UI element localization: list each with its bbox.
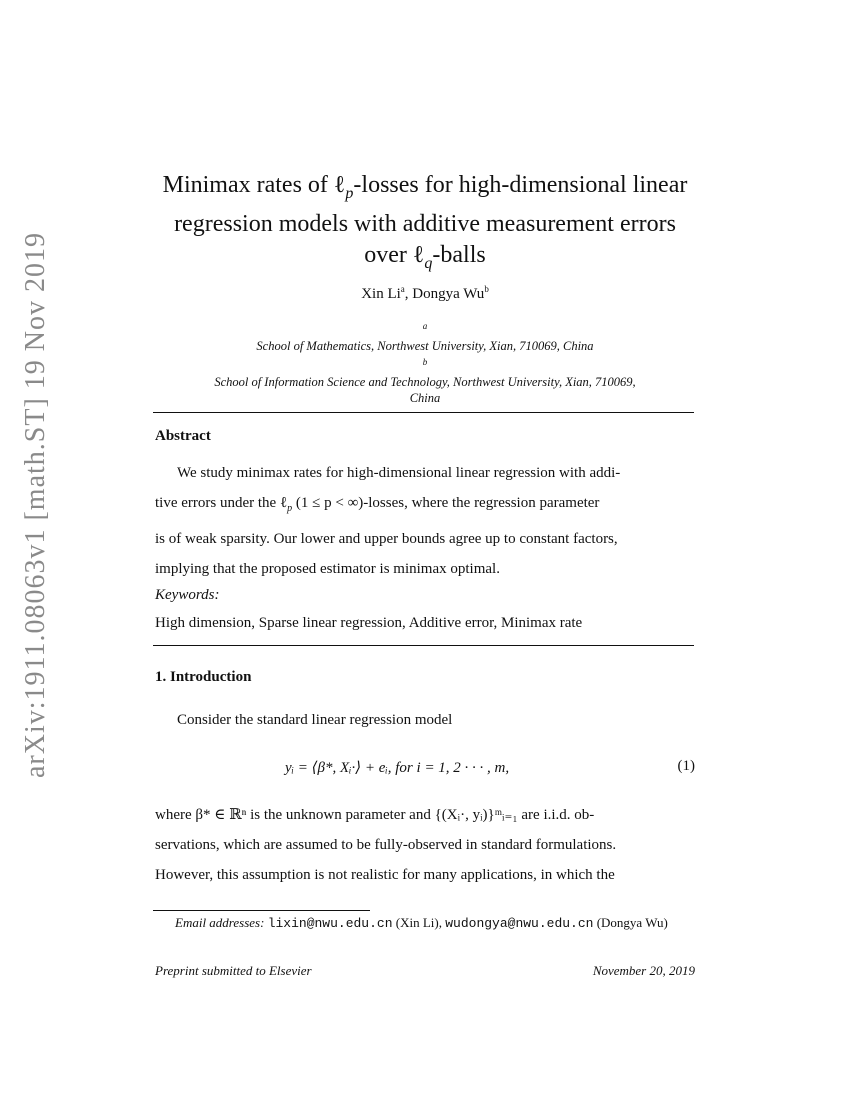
title-line-3-start: over ℓ (364, 241, 425, 268)
footnote-emails (175, 915, 668, 931)
abstract-line-2 (155, 488, 695, 524)
title-line-1 (150, 170, 700, 209)
abstract-top-rule (153, 412, 694, 413)
abstract-line-4: implying that the proposed estimator is minimax optimal. (155, 561, 500, 577)
intro-line-3: However, this assumption is not realistic for many applications, in which the (155, 867, 615, 883)
section-heading-text: 1. Introduction (155, 669, 252, 685)
affiliation-a-text: School of Mathematics, Northwest University, Xian, 710069, China (256, 339, 594, 354)
intro-line-1: where β* ∈ ℝⁿ is the unknown parameter and {(Xᵢ·, yᵢ)}ᵐᵢ₌₁ are i.i.d. ob- (155, 807, 595, 823)
abstract-line-2-start: tive errors under the ℓ (155, 495, 288, 511)
footnote-label: Email addresses: (175, 915, 265, 930)
footnote-rule (153, 910, 370, 911)
title-line-3-end: -balls (432, 241, 486, 268)
affiliation-b-text: School of Information Science and Technology, Northwest University, Xian, 710069, (214, 375, 636, 390)
equation-body: yᵢ = ⟨β*, Xᵢ·⟩ + eᵢ, for i = 1, 2 · · · , m, (285, 760, 510, 776)
email-2-owner: (Dongya Wu) (596, 915, 668, 930)
section-heading (155, 662, 695, 692)
keywords-label: Keywords: (155, 587, 220, 603)
title-line-1-start: Minimax rates of ℓ (162, 172, 346, 198)
page-footer (155, 963, 695, 979)
author-1-mark: a (400, 284, 405, 294)
affiliation-a-mark: a (422, 321, 428, 331)
abstract-heading-text: Abstract (155, 428, 211, 444)
author-list (150, 284, 700, 303)
author-2-mark: b (484, 284, 489, 294)
intro-paragraph (155, 800, 695, 890)
email-1-owner: (Xin Li), (395, 915, 442, 930)
footer-preprint-note: Preprint submitted to Elsevier (155, 963, 312, 978)
author-1: Xin Li (361, 286, 401, 302)
abstract-heading (155, 421, 695, 451)
abstract-body (155, 458, 695, 584)
keywords-list: High dimension, Sparse linear regression, Additive error, Minimax rate (155, 615, 583, 631)
author-2: Dongya Wu (412, 286, 485, 302)
email-2-link[interactable]: wudongya@nwu.edu.cn (445, 916, 594, 931)
title-line-3 (150, 240, 700, 279)
equation-number: (1) (677, 758, 695, 774)
paper-title (150, 170, 700, 279)
title-line-2: regression models with additive measurement errors (174, 210, 676, 237)
affiliation-b-mark: b (422, 357, 428, 368)
abstract-line-2-end: (1 ≤ p < ∞)-losses, where the regression parameter (292, 495, 600, 511)
author-separator: , (404, 286, 413, 302)
affiliation-a (150, 318, 700, 354)
intro-line-2: servations, which are assumed to be fully-observed in standard formulations. (155, 837, 617, 853)
abstract-bottom-rule (153, 645, 694, 646)
affiliation-b-cont: China (409, 391, 441, 406)
intro-sentence: Consider the standard linear regression model (177, 712, 453, 728)
title-p-subscript: p (345, 184, 354, 202)
abstract-line-3: is of weak sparsity. Our lower and upper bounds agree up to constant factors, (155, 531, 618, 547)
footer-date: November 20, 2019 (592, 963, 695, 978)
affiliation-b (150, 354, 700, 390)
abstract-p-subscript: p (287, 503, 293, 514)
abstract-line-1: We study minimax rates for high-dimensional linear regression with addi- (177, 465, 621, 481)
email-1-link[interactable]: lixin@nwu.edu.cn (267, 916, 393, 931)
affiliations (150, 318, 700, 406)
arxiv-sidebar-stamp: arXiv:1911.08063v1 [math.ST] 19 Nov 2019 (20, 231, 51, 779)
title-line-1-end: -losses for high-dimensional linear (353, 172, 688, 198)
title-q-subscript: q (424, 254, 433, 272)
